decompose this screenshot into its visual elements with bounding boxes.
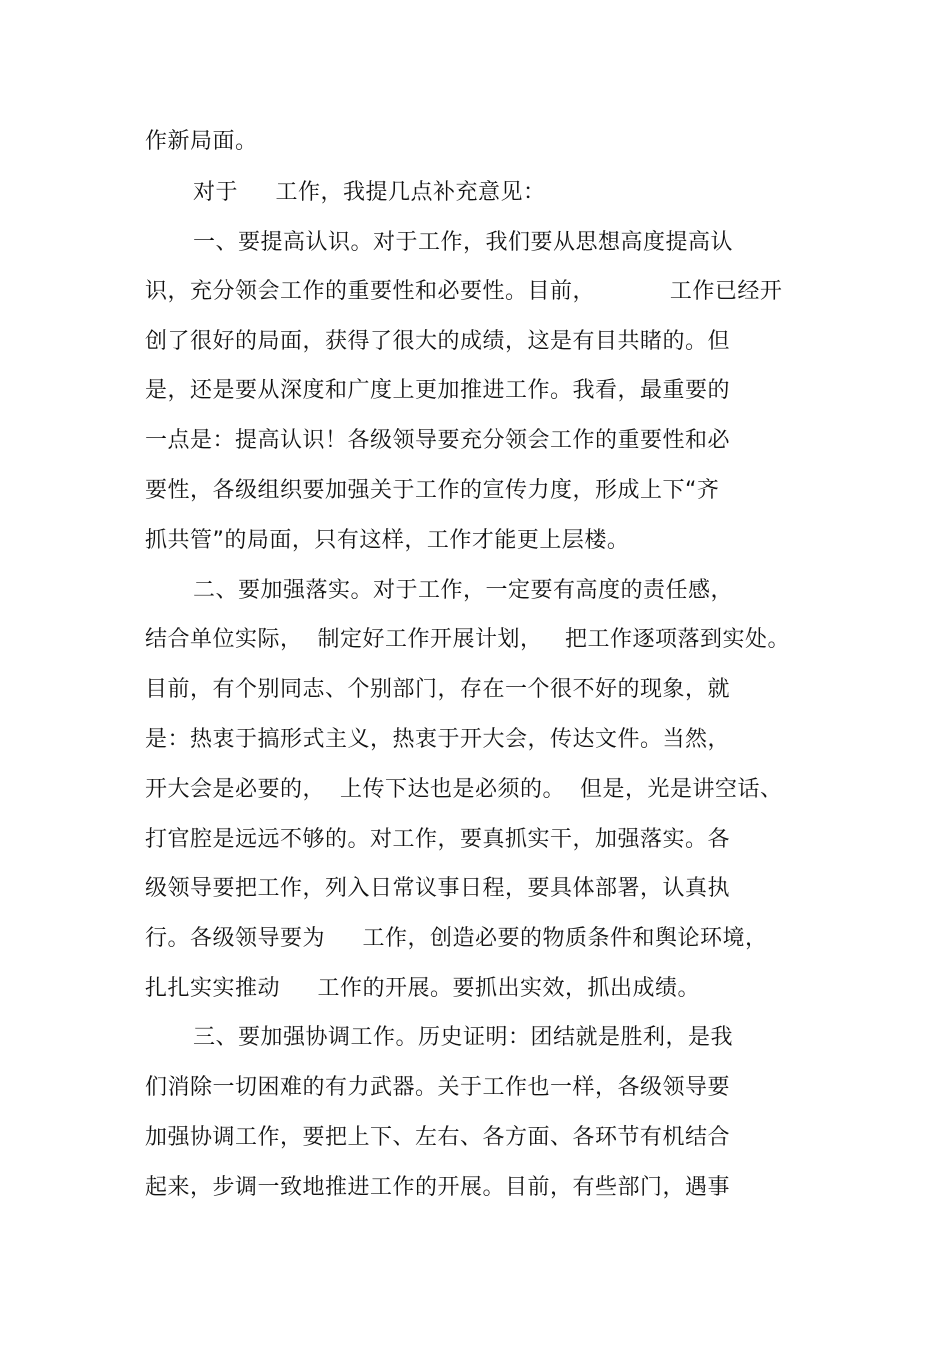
text-line: 级领导要把工作，列入日常议事日程，要具体部署，认真执	[145, 876, 731, 901]
text-line: 抓共管”的局面，只有这样，工作才能更上层楼。	[145, 528, 630, 553]
text-line: 要性，各级组织要加强关于工作的宣传力度，形成上下“齐	[145, 478, 720, 503]
text-line: 行。各级领导要为 工作，创造必要的物质条件和舆论环境，	[145, 926, 768, 951]
text-line: 作新局面。	[145, 129, 258, 154]
text-line: 二、要加强落实。对于工作，一定要有高度的责任感，	[193, 578, 734, 603]
text-line: 创了很好的局面，获得了很大的成绩，这是有目共睹的。但	[145, 329, 731, 354]
text-line: 对于 工作，我提几点补充意见：	[193, 180, 546, 205]
text-line: 打官腔是远远不够的。对工作，要真抓实干，加强落实。各	[145, 827, 731, 852]
text-line: 一点是：提高认识！各级领导要充分领会工作的重要性和必	[145, 428, 731, 453]
text-line: 是：热衷于搞形式主义，热衷于开大会，传达文件。当然，	[145, 727, 731, 752]
text-line: 一、要提高认识。对于工作，我们要从思想高度提高认	[193, 230, 734, 255]
text-line: 加强协调工作，要把上下、左右、各方面、各环节有机结合	[145, 1125, 731, 1150]
text-line: 起来，步调一致地推进工作的开展。目前，有些部门，遇事	[145, 1175, 731, 1200]
text-line: 扎扎实实推动 工作的开展。要抓出实效，抓出成绩。	[145, 976, 700, 1001]
text-line: 开大会是必要的， 上传下达也是必须的。 但是，光是讲空话、	[145, 777, 783, 802]
text-line: 结合单位实际， 制定好工作开展计划， 把工作逐项落到实处。	[145, 627, 790, 652]
text-line: 三、要加强协调工作。历史证明：团结就是胜利，是我	[193, 1025, 734, 1050]
text-line: 目前，有个别同志、个别部门，存在一个很不好的现象，就	[145, 677, 731, 702]
text-line: 是，还是要从深度和广度上更加推进工作。我看，最重要的	[145, 378, 731, 403]
text-line: 识，充分领会工作的重要性和必要性。目前， 工作已经开	[145, 279, 783, 304]
text-line: 们消除一切困难的有力武器。关于工作也一样，各级领导要	[145, 1075, 731, 1100]
